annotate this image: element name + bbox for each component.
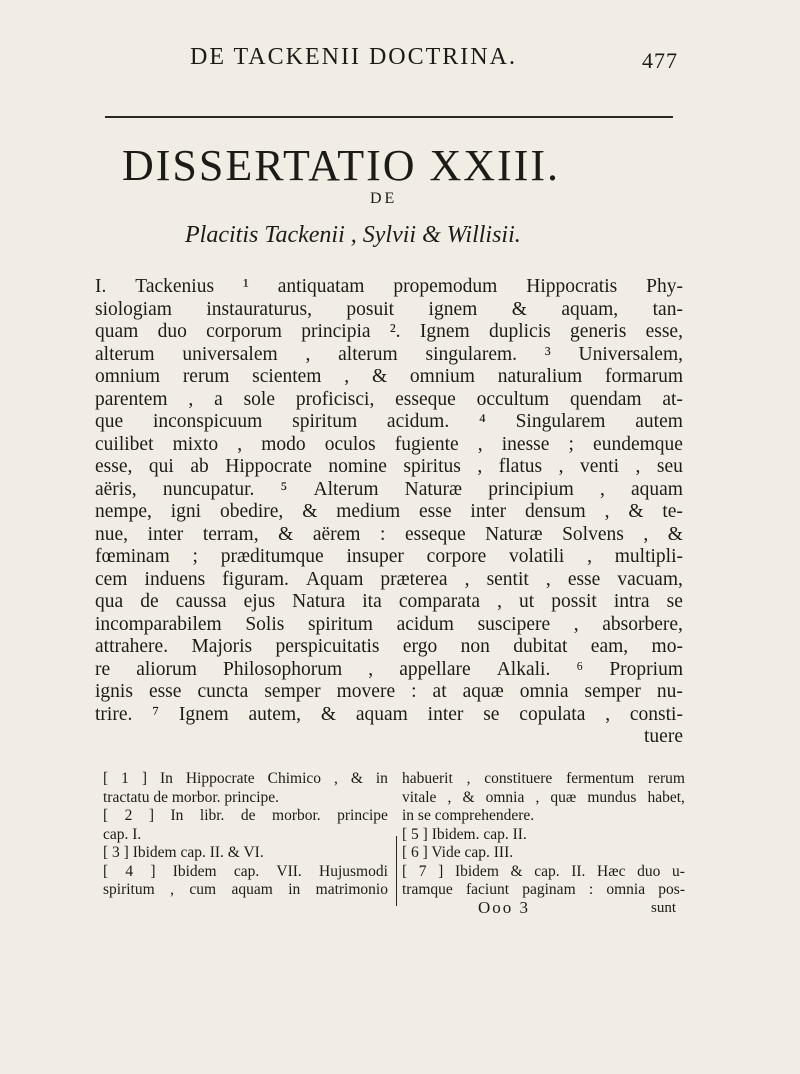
body-line: omnium rerum scientem , & omnium naturalium formarum (95, 366, 683, 387)
footnote-line-right: tramque faciunt paginam : omnia pos- (402, 881, 685, 898)
body-line: nempe, igni obedire, & medium esse inter densum , & te- (95, 501, 683, 522)
body-line: ignis esse cuncta semper movere : at aquæ omnia semper nu- (95, 681, 683, 702)
body-line: aëris, nuncupatur. ⁵ Alterum Naturæ principium , aquam (95, 478, 683, 500)
footnote-line-right: vitale , & omnia , quæ mundus habet, (402, 788, 685, 806)
body-line: quam duo corporum principia ². Ignem duplicis generis esse, (95, 321, 683, 342)
page-number: 477 (642, 48, 678, 73)
footnote-line-left: tractatu de morbor. principe. (103, 788, 280, 806)
footnotes-left-column (103, 770, 388, 900)
body-line: nue, inter terram, & aërem : esseque Naturæ Solvens , & (95, 523, 683, 545)
dissertation-title: DISSERTATIO XXIII. (122, 141, 561, 190)
body-line: que inconspicuum spiritum acidum. ⁴ Singularem autem (95, 411, 683, 432)
footnote-line-left: [ 1 ] In Hippocrate Chimico , & in (103, 770, 388, 787)
footnote-line-right: [ 5 ] Ibidem. cap. II. (402, 825, 527, 843)
footnote-line-left: [ 4 ] Ibidem cap. VII. Hujusmodi (103, 862, 388, 880)
body-catch-line: tuere (644, 726, 683, 747)
body-text (95, 276, 683, 749)
footnote-line-left: [ 2 ] In libr. de morbor. principe (103, 807, 388, 824)
body-line: qua de caussa ejus Natura ita comparata , ut possit intra se (95, 591, 683, 612)
body-line: re aliorum Philosophorum , appellare Alkali. ⁶ Proprium (95, 658, 683, 680)
body-line: esse, qui ab Hippocrate nomine spiritus , flatus , venti , seu (95, 456, 683, 477)
footnote-line-left: spiritum , cum aquam in matrimonio (103, 881, 388, 898)
signature-mark: Ooo 3 (478, 898, 531, 917)
footnotes-right-column (402, 770, 685, 900)
header-rule (105, 116, 673, 118)
body-line: trire. ⁷ Ignem autem, & aquam inter se copulata , consti- (95, 703, 683, 725)
footnote-line-left: cap. I. (103, 825, 142, 843)
title-de: DE (370, 190, 398, 207)
body-line: attrahere. Majoris perspicuitatis ergo non dubitat eam, mo- (95, 636, 683, 657)
footnote-line-right: in se comprehendere. (402, 807, 535, 824)
body-line: parentem , a sole proficisci, esseque occultum quendam at- (95, 388, 683, 410)
body-line: fœminam ; præditumque insuper corpore volatili , multipli- (95, 546, 683, 567)
body-line: alterum universalem , alterum singularem. ³ Universalem, (95, 343, 683, 365)
footnote-line-right: [ 7 ] Ibidem & cap. II. Hæc duo u- (402, 862, 685, 880)
footnote-line-right: habuerit , constituere fermentum rerum (402, 770, 685, 787)
body-line: cuilibet mixto , modo oculos fugiente , inesse ; eundemque (95, 433, 683, 455)
body-line: I. Tackenius ¹ antiquatam propemodum Hippocratis Phy- (95, 276, 683, 297)
body-line: siologiam instauraturus, posuit ignem & aquam, tan- (95, 298, 683, 320)
body-line: incomparabilem Solis spiritum acidum suscipere , absorbere, (95, 613, 683, 635)
footnote-divider (396, 836, 397, 906)
running-head: DE TACKENII DOCTRINA. (190, 44, 517, 70)
catchword: sunt (651, 900, 677, 916)
footnote-line-right: [ 6 ] Vide cap. III. (402, 844, 514, 861)
body-line: cem induens figuram. Aquam præterea , sentit , esse vacuam, (95, 568, 683, 590)
footnote-line-left: [ 3 ] Ibidem cap. II. & VI. (103, 844, 264, 861)
dissertation-subtitle: Placitis Tackenii , Sylvii & Willisii. (185, 222, 521, 248)
